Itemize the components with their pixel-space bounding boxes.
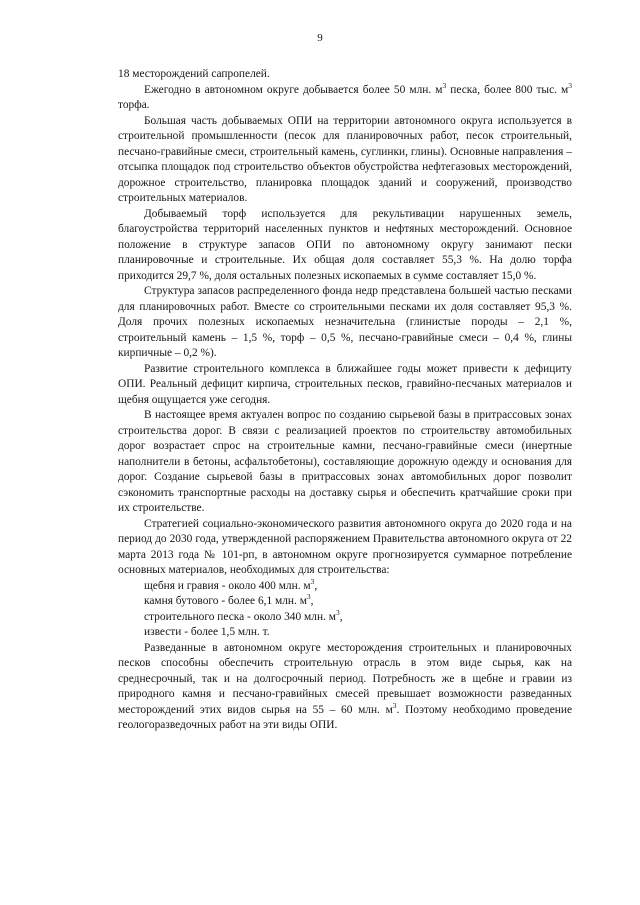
paragraph: Большая часть добываемых ОПИ на территории автономного округа используется в строительной промышленности (песок для планировочных работ, песок строительный, песчано-гравийные смеси, строительный камень, суглинки, глины). Основные направления – отсыпка площадок под строительство объектов обустройства нефтегазовых месторождений, дорожное строительство, планировка площадок зданий и сооружений, производство строительных материалов.: [118, 114, 572, 204]
paragraph: Структура запасов распределенного фонда недр представлена большей частью песками для планировочных работ. Вместе со строительными песками их доля составляет 95,3 %. Доля прочих полезных ископаемых незначительна (глинистые породы – 2,1 %, строительный камень – 1,5 %, торф – 0,5 %, песчано-гравийные смеси – 0,4 %, глины кирпичные – 0,2 %).: [118, 285, 572, 359]
paragraph: 18 месторождений сапропелей.: [118, 68, 270, 80]
paragraph: В настоящее время актуален вопрос по созданию сырьевой базы в притрассовых зонах строительства дорог. В связи с реализацией проектов по строительству автомобильных дорог возрастает спрос на строительные камни, песчано-гравийные смеси (инертные наполнители в бетоны, асфальтобетоны), составляющие дорожную одежду и основания для дорог. Создание сырьевой базы в притрассовых зонах автомобильных дорог позволит сэкономить транспортные расходы на доставку сырья и обеспечить кратчайшие сроки при их строительстве.: [118, 409, 572, 514]
list-item: извести - более 1,5 млн. т.: [144, 626, 270, 638]
closing-paragraph: Разведанные в автономном округе месторождения строительных и планировочных песков способны обеспечить строительную отрасль в этом виде сырья, как на среднесрочный, так и на долгосрочный период. Потребность же в щебне и гравии из природного камня и песчано-гравийных смесей превышает возможности разведанных месторождений этих видов сырья на 55 – 60 млн. $м^3$. Поэтому необходимо проведение геологоразведочных работ на эти виды ОПИ.: [118, 641, 572, 731]
list-item: щебня и гравия - около 400 млн. $м^3$,: [144, 576, 318, 592]
list-item: строительного песка - около 340 млн. $м^3$,: [144, 607, 343, 623]
paragraph: Добываемый торф используется для рекультивации нарушенных земель, благоустройства территорий населенных пунктов и нефтяных месторождений. Основное положение в структуре запасов ОПИ по автономному округу занимают пески планировочные и строительные. Их общая доля составляет 55,3 %. На долю торфа приходится 29,7 %, доля остальных полезных ископаемых в сумме составляет 15,0 %.: [118, 207, 572, 282]
list-item: камня бутового - более 6,1 млн. $м^3$,: [144, 592, 314, 607]
paragraph: Ежегодно в автономном округе добывается более 50 млн. $м^3$ песка, более 800 тыс. $м^3$ торфа.: [118, 80, 573, 111]
paragraph: Развитие строительного комплекса в ближайшее годы может привести к дефициту ОПИ. Реальный дефицит кирпича, строительных песков, гравийно-песчаных материалов и щебня ощущается уже сегодня.: [118, 362, 572, 406]
page-number: 9: [317, 32, 323, 44]
paragraph: Стратегией социально-экономического развития автономного округа до 2020 года и на период до 2030 года, утвержденной распоряжением Правительства автономного округа от 22 марта 2013 года № 101-рп, в автономном округе прогнозируется суммарное потребление основных материалов, необходимых для строительства:: [118, 517, 572, 576]
materials-list: [118, 576, 572, 641]
body-text: [118, 67, 572, 734]
